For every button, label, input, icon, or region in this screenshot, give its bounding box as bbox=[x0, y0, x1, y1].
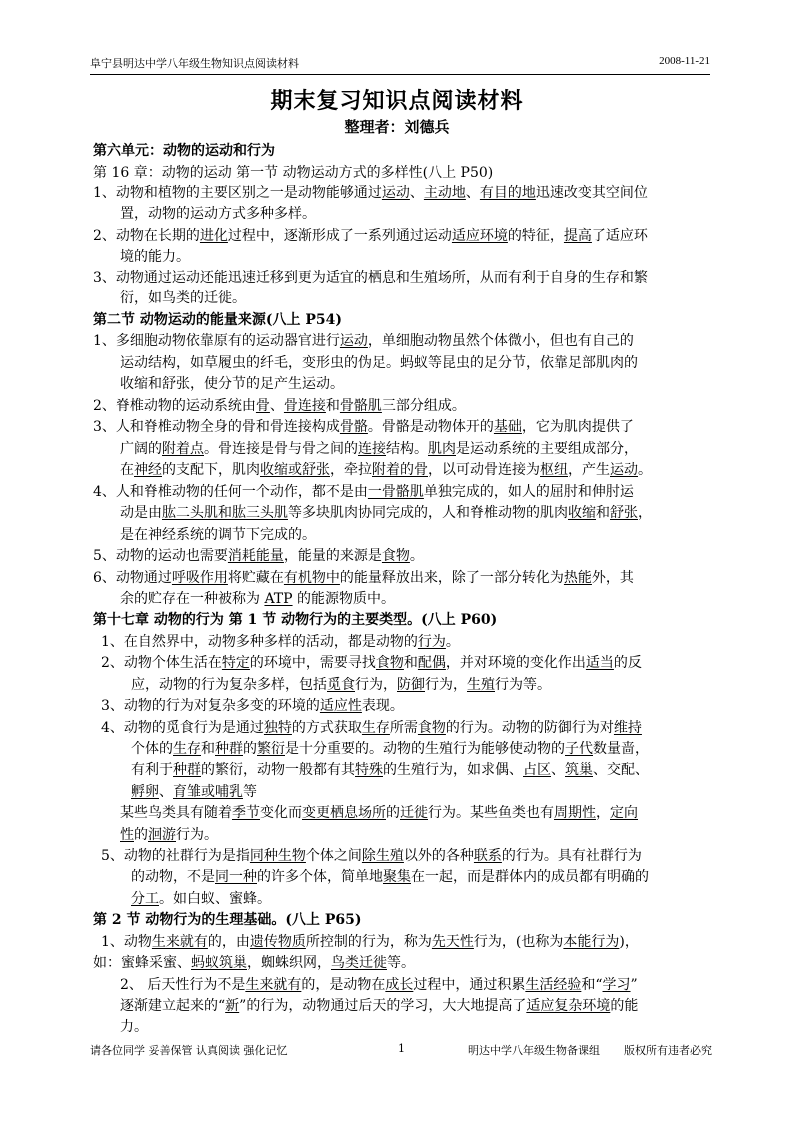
text-segment: 逐渐建立起来的“ bbox=[120, 998, 226, 1014]
underlined-term: ATP bbox=[264, 591, 293, 607]
text-segment: 2、 后天性行为不是 bbox=[120, 977, 246, 993]
page-number: 1 bbox=[398, 1042, 405, 1055]
underlined-term: 适应环境 bbox=[451, 228, 508, 244]
footer-group: 明达中学八年级生物备课组 bbox=[468, 1044, 600, 1057]
text-segment: 4、动物的觅食行为是通过 bbox=[101, 720, 264, 736]
text-line bbox=[120, 246, 190, 268]
underlined-term: 有目的地 bbox=[479, 185, 536, 201]
text-segment: 等 bbox=[243, 784, 257, 800]
underlined-term: 收缩 bbox=[568, 505, 596, 521]
underlined-term: 性 bbox=[120, 827, 134, 843]
underlined-term: 进化 bbox=[199, 228, 228, 244]
text-segment: ，蜘蛛织网， bbox=[247, 955, 331, 971]
text-segment: 数量啬， bbox=[593, 741, 649, 757]
text-line bbox=[120, 203, 316, 225]
text-segment: 、 bbox=[465, 185, 480, 201]
underlined-term: 本能行为 bbox=[563, 934, 620, 950]
text-segment: 3、动物通过运动还能迅速迁移到更为适宜的栖息和生殖场所，从而有利于自身的生存和繁 bbox=[93, 270, 648, 286]
underlined-term: 育雏或哺乳 bbox=[173, 784, 243, 800]
text-line bbox=[131, 888, 271, 910]
document-title: 期末复习知识点阅读材料 bbox=[270, 88, 524, 114]
underlined-term: 特殊 bbox=[355, 762, 383, 778]
text-segment: 三部分组成。 bbox=[381, 398, 466, 414]
underlined-term: 运动 bbox=[339, 333, 368, 349]
text-segment: 1、多细胞动物依靠原有的运动器官进行 bbox=[93, 333, 340, 349]
footer-notice: 请各位同学 妥善保管 认真阅读 强化记忆 bbox=[90, 1044, 288, 1057]
text-segment: 的繁衍，动物一般都有其 bbox=[201, 762, 355, 778]
text-segment: )， bbox=[619, 934, 639, 950]
underlined-term: 成长 bbox=[385, 977, 414, 993]
text-segment: 个体的 bbox=[131, 741, 173, 757]
text-segment: 的支配下，肌肉 bbox=[162, 462, 260, 478]
text-line bbox=[101, 717, 642, 739]
text-segment: 1、动物 bbox=[101, 934, 152, 950]
text-segment: 。骨连接是骨与骨之间的 bbox=[204, 441, 358, 457]
text-segment: 在一起，而是群体内的成员都有明确的 bbox=[411, 869, 649, 885]
underlined-term: 舒张 bbox=[610, 505, 638, 521]
text-segment: 2、动物个体生活在 bbox=[101, 655, 222, 671]
text-segment: 是十分重要的。动物的生殖行为能够使动物的 bbox=[285, 741, 565, 757]
text-line bbox=[101, 631, 460, 653]
text-segment: 结构。 bbox=[386, 441, 428, 457]
text-line bbox=[93, 225, 648, 247]
text-segment: 的能源物质中。 bbox=[292, 591, 396, 607]
underlined-term: 季节 bbox=[232, 805, 260, 821]
text-segment: 收缩和舒张，使分节的足产生运动。 bbox=[120, 376, 344, 392]
underlined-term: 骨 bbox=[255, 398, 270, 414]
text-segment: 是在神经系统的调节下完成的。 bbox=[120, 527, 316, 543]
text-segment: 。 bbox=[409, 548, 424, 564]
text-segment: 等多块肌肉协同完成的，人和脊椎动物的肌肉 bbox=[288, 505, 568, 521]
text-segment: 行为， bbox=[425, 677, 467, 693]
underlined-term: 先天性 bbox=[431, 934, 474, 950]
text-line bbox=[101, 845, 642, 867]
underlined-term: 觅食 bbox=[327, 677, 355, 693]
text-segment: 余的贮存在一种被称为 bbox=[120, 591, 265, 607]
text-segment: 等。 bbox=[387, 955, 415, 971]
text-line bbox=[101, 652, 642, 674]
text-segment: 了适应环 bbox=[591, 228, 648, 244]
text-segment: 在 bbox=[120, 462, 134, 478]
text-segment: 2、脊椎动物的运动系统由 bbox=[93, 398, 256, 414]
text-segment: 单独完成的，如人的屈肘和伸肘运 bbox=[423, 484, 634, 500]
text-line bbox=[93, 309, 342, 331]
text-line bbox=[131, 866, 649, 888]
text-segment: 4、人和脊椎动物的任何一个动作，都不是由 bbox=[93, 484, 368, 500]
underlined-term: 附着的骨 bbox=[372, 462, 428, 478]
section-heading: 第二节 动物运动的能量来源(八上 P54) bbox=[93, 312, 343, 328]
text-segment: 5、动物的运动也需要 bbox=[93, 548, 228, 564]
text-segment: 有利于 bbox=[131, 762, 173, 778]
underlined-term: 提高 bbox=[563, 228, 592, 244]
underlined-term: 主动地 bbox=[423, 185, 466, 201]
text-segment: 行为，(也称为 bbox=[473, 934, 564, 950]
underlined-term: 适当 bbox=[585, 655, 614, 671]
text-segment: 和“ bbox=[581, 977, 603, 993]
text-line bbox=[101, 695, 404, 717]
underlined-term: 生存 bbox=[361, 720, 390, 736]
underlined-term: 维持 bbox=[613, 720, 642, 736]
underlined-term: 繁衍 bbox=[257, 741, 285, 757]
text-line bbox=[120, 352, 638, 374]
text-segment: 和 bbox=[596, 505, 610, 521]
text-segment: ，它为肌肉提供了 bbox=[521, 419, 634, 435]
text-segment: 广阔的 bbox=[120, 441, 162, 457]
footer-rights: 版权所有违者必究 bbox=[624, 1044, 712, 1057]
text-segment: 的环境中，需要寻找 bbox=[249, 655, 376, 671]
text-segment: 和 bbox=[201, 741, 215, 757]
text-segment: 某些鸟类具有随着 bbox=[120, 805, 232, 821]
text-segment: 。如白蚁、蜜蜂。 bbox=[159, 891, 271, 907]
underlined-term: 生殖 bbox=[467, 677, 495, 693]
text-line bbox=[120, 524, 316, 546]
underlined-term: 蚂蚁筑巢 bbox=[191, 955, 247, 971]
underlined-term: 肱二头肌和肱三头肌 bbox=[162, 505, 288, 521]
text-segment: 动是由 bbox=[120, 505, 162, 521]
text-segment: 和 bbox=[325, 398, 340, 414]
text-segment: 2、动物在长期的 bbox=[93, 228, 200, 244]
text-segment: 3、人和脊椎动物全身的骨和骨连接构成 bbox=[93, 419, 340, 435]
text-segment: 所需 bbox=[389, 720, 418, 736]
text-line bbox=[120, 802, 638, 824]
text-line bbox=[131, 738, 649, 760]
underlined-term: 变更栖息场所 bbox=[302, 805, 386, 821]
text-segment: ，并对环境的变化作出 bbox=[445, 655, 586, 671]
text-line bbox=[131, 759, 649, 781]
text-segment: 1、在自然界中，动物多种多样的活动，都是动物的 bbox=[101, 634, 418, 650]
text-segment: 如：蜜蜂采蜜、 bbox=[93, 955, 191, 971]
underlined-term: 生活经验 bbox=[525, 977, 582, 993]
text-segment: 的反 bbox=[613, 655, 642, 671]
text-segment: 行为。某些鱼类也有 bbox=[428, 805, 554, 821]
text-segment: 的能 bbox=[610, 998, 639, 1014]
underlined-term: 适应性 bbox=[319, 698, 362, 714]
underlined-term: 新 bbox=[225, 998, 240, 1014]
underlined-term: 聚集 bbox=[383, 869, 411, 885]
text-segment: ，牵拉 bbox=[330, 462, 372, 478]
underlined-term: 附着点 bbox=[162, 441, 204, 457]
underlined-term: 运动 bbox=[610, 462, 638, 478]
underlined-term: 联系 bbox=[473, 848, 502, 864]
text-segment: 的能量释放出来，除了一部分转化为 bbox=[339, 570, 564, 586]
text-segment: 以外的各种 bbox=[403, 848, 474, 864]
text-segment: 外，其 bbox=[591, 570, 634, 586]
underlined-term: 热能 bbox=[563, 570, 592, 586]
underlined-term: 孵卵 bbox=[131, 784, 159, 800]
text-segment: 过程中，通过积累 bbox=[413, 977, 526, 993]
text-line bbox=[93, 609, 497, 631]
text-line bbox=[120, 974, 638, 996]
text-segment: 应，动物的行为复杂多样，包括 bbox=[131, 677, 327, 693]
text-segment: 5、动物的社群行为是指 bbox=[101, 848, 250, 864]
text-segment: 的动物，不是 bbox=[131, 869, 215, 885]
underlined-term: 神经 bbox=[134, 462, 162, 478]
text-segment: 行为， bbox=[355, 677, 397, 693]
underlined-term: 配偶 bbox=[417, 655, 446, 671]
text-line bbox=[120, 459, 652, 481]
text-line bbox=[120, 373, 344, 395]
text-segment: 的 bbox=[134, 827, 148, 843]
text-segment: 行为。 bbox=[176, 827, 218, 843]
underlined-term: 学习 bbox=[602, 977, 631, 993]
text-segment: 境的能力。 bbox=[120, 249, 190, 265]
text-segment: 。骨骼是动物体开的 bbox=[367, 419, 494, 435]
text-line bbox=[93, 567, 634, 589]
text-line bbox=[131, 781, 257, 803]
underlined-term: 肌肉 bbox=[428, 441, 456, 457]
text-segment: ，产生 bbox=[568, 462, 610, 478]
underlined-term: 除生殖 bbox=[361, 848, 404, 864]
text-line bbox=[131, 674, 551, 696]
text-segment: ” bbox=[630, 977, 638, 993]
text-segment: 、交配、 bbox=[593, 762, 649, 778]
page-header bbox=[90, 55, 710, 75]
text-segment: 的，是动物在 bbox=[301, 977, 386, 993]
underlined-term: 枢纽 bbox=[540, 462, 568, 478]
underlined-term: 洄游 bbox=[148, 827, 176, 843]
underlined-term: 占区 bbox=[523, 762, 551, 778]
underlined-term: 鸟类迁徙 bbox=[331, 955, 387, 971]
underlined-term: 食物 bbox=[381, 548, 410, 564]
text-segment: 置，动物的运动方式多种多样。 bbox=[120, 206, 316, 222]
underlined-term: 子代 bbox=[565, 741, 593, 757]
text-segment: ”的行为，动物通过后天的学习，大大地提高了 bbox=[239, 998, 527, 1014]
text-line bbox=[93, 395, 466, 417]
text-segment: 、 bbox=[269, 398, 284, 414]
underlined-term: 防御 bbox=[397, 677, 425, 693]
text-line bbox=[120, 287, 246, 309]
text-segment: 的 bbox=[243, 741, 257, 757]
underlined-term: 种群 bbox=[173, 762, 201, 778]
text-segment: 的 bbox=[386, 805, 400, 821]
text-segment: 的行为。具有社群行为 bbox=[501, 848, 642, 864]
text-segment: 6、动物通过 bbox=[93, 570, 172, 586]
text-line bbox=[93, 952, 415, 974]
text-segment: 过程中，逐渐形成了一系列通过运动 bbox=[227, 228, 452, 244]
underlined-term: 行为 bbox=[417, 634, 446, 650]
text-line bbox=[120, 995, 638, 1017]
section-heading: 第十七章 动物的行为 第 1 节 动物行为的主要类型。(八上 P60) bbox=[93, 612, 498, 628]
underlined-term: 呼吸作用 bbox=[171, 570, 228, 586]
text-segment: 所控制的行为，称为 bbox=[305, 934, 432, 950]
underlined-term: 基础 bbox=[493, 419, 522, 435]
section-heading: 第六单元：动物的运动和行为 bbox=[93, 143, 275, 159]
underlined-term: 适应复杂环境 bbox=[526, 998, 611, 1014]
underlined-term: 骨连接 bbox=[283, 398, 326, 414]
text-segment: 的特征， bbox=[507, 228, 564, 244]
text-segment: 3、动物的行为对复杂多变的环境的 bbox=[101, 698, 320, 714]
text-segment: 的行为。动物的防御行为对 bbox=[445, 720, 614, 736]
underlined-term: 周期性 bbox=[554, 805, 596, 821]
text-segment: 力。 bbox=[120, 1019, 148, 1035]
text-segment: ， bbox=[638, 505, 652, 521]
underlined-term: 独特 bbox=[263, 720, 292, 736]
text-segment: 的生殖行为，如求偶、 bbox=[383, 762, 523, 778]
text-line bbox=[120, 1016, 148, 1038]
underlined-term: 一骨骼肌 bbox=[367, 484, 424, 500]
underlined-term: 生存 bbox=[173, 741, 201, 757]
text-line bbox=[93, 267, 648, 289]
underlined-term: 同一种 bbox=[215, 869, 257, 885]
underlined-term: 分工 bbox=[131, 891, 159, 907]
text-line bbox=[101, 931, 639, 953]
text-line bbox=[120, 588, 395, 610]
text-line bbox=[93, 909, 362, 931]
text-line bbox=[120, 438, 638, 460]
underlined-term: 特定 bbox=[221, 655, 250, 671]
text-segment: 是运动系统的主要组成部分， bbox=[456, 441, 638, 457]
underlined-term: 食物 bbox=[417, 720, 446, 736]
underlined-term: 消耗能量 bbox=[227, 548, 284, 564]
header-date: 2008-11-21 bbox=[659, 55, 710, 67]
underlined-term: 遗传物质 bbox=[249, 934, 306, 950]
text-segment: 、 bbox=[551, 762, 565, 778]
section-heading: 第 2 节 动物行为的生理基础。(八上 P65) bbox=[93, 912, 362, 928]
text-segment: 的，由 bbox=[207, 934, 250, 950]
underlined-term: 生来就有 bbox=[245, 977, 302, 993]
underlined-term: 连接 bbox=[358, 441, 386, 457]
text-segment: 和 bbox=[403, 655, 418, 671]
text-line bbox=[93, 416, 634, 438]
text-segment: 的方式获取 bbox=[291, 720, 362, 736]
text-line bbox=[93, 162, 493, 184]
underlined-term: 食物 bbox=[375, 655, 404, 671]
text-segment: ，单细胞动物虽然个体微小，但也有自己的 bbox=[367, 333, 634, 349]
text-line bbox=[93, 140, 275, 162]
underlined-term: 运动 bbox=[381, 185, 410, 201]
text-segment: ，以可动骨连接为 bbox=[428, 462, 540, 478]
text-segment: 衍，如鸟类的迁徙。 bbox=[120, 290, 246, 306]
underlined-term: 骨骼 bbox=[339, 419, 368, 435]
text-segment: ，能量的来源是 bbox=[283, 548, 382, 564]
underlined-term: 生来就有 bbox=[151, 934, 208, 950]
text-segment: 行为等。 bbox=[495, 677, 551, 693]
text-segment: 迅速改变其空间位 bbox=[535, 185, 648, 201]
text-segment: 、 bbox=[409, 185, 424, 201]
text-segment: 。 bbox=[445, 634, 460, 650]
text-segment: ， bbox=[596, 805, 610, 821]
text-segment: 变化而 bbox=[260, 805, 302, 821]
underlined-term: 同种生物 bbox=[249, 848, 306, 864]
text-segment: 1、动物和植物的主要区别之一是动物能够通过 bbox=[93, 185, 382, 201]
text-segment: 。 bbox=[638, 462, 652, 478]
underlined-term: 迁徙 bbox=[400, 805, 428, 821]
text-segment: 、 bbox=[159, 784, 173, 800]
text-line bbox=[120, 824, 218, 846]
text-line bbox=[120, 502, 652, 524]
text-line bbox=[93, 545, 424, 567]
underlined-term: 有机物中 bbox=[283, 570, 340, 586]
document-author: 整理者：刘德兵 bbox=[344, 118, 450, 136]
text-segment: 个体之间 bbox=[305, 848, 362, 864]
text-segment: 运动结构，如草履虫的纤毛，变形虫的伪足。蚂蚁等昆虫的足分节，依靠足部肌肉的 bbox=[120, 355, 638, 371]
text-line bbox=[93, 330, 634, 352]
text-segment: 的许多个体，简单地 bbox=[257, 869, 383, 885]
underlined-term: 筑巢 bbox=[565, 762, 593, 778]
text-line bbox=[93, 481, 634, 503]
underlined-term: 骨骼肌 bbox=[339, 398, 382, 414]
text-line bbox=[93, 182, 648, 204]
underlined-term: 收缩或舒张 bbox=[260, 462, 330, 478]
underlined-term: 定向 bbox=[610, 805, 638, 821]
text-segment: 将贮藏在 bbox=[227, 570, 284, 586]
header-left-text: 阜宁县明达中学八年级生物知识点阅读材料 bbox=[90, 57, 299, 70]
text-segment: 表现。 bbox=[361, 698, 404, 714]
underlined-term: 种群 bbox=[215, 741, 243, 757]
text-segment: 第 16 章：动物的运动 第一节 动物运动方式的多样性(八上 P50) bbox=[93, 165, 494, 181]
